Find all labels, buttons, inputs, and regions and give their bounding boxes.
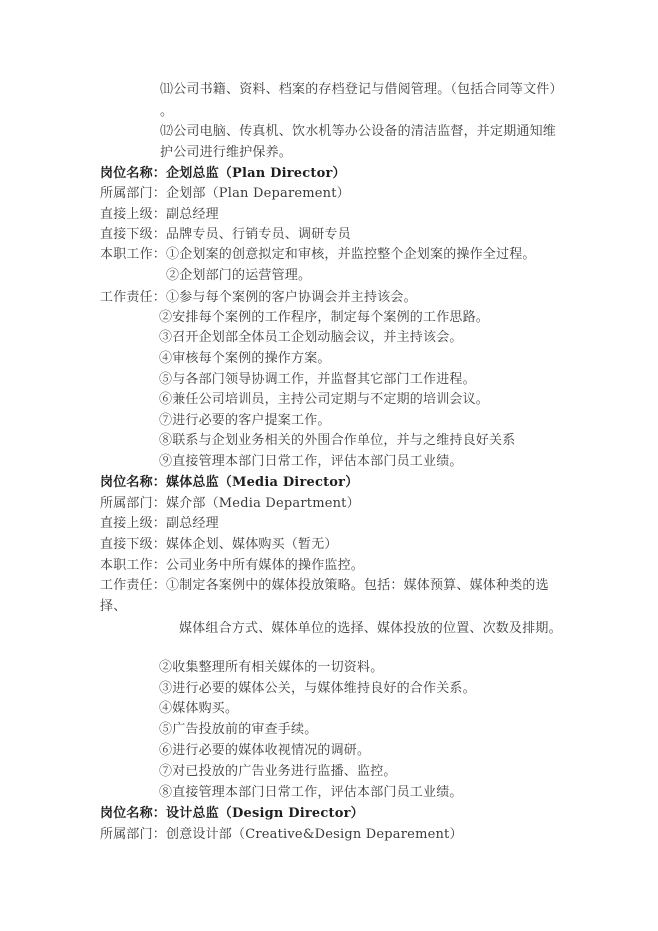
responsibility-media-3: ③进行必要的媒体公关，与媒体维持良好的合作关系。 (159, 681, 476, 696)
responsibility-plan-5: ⑤与各部门领导协调工作，并监督其它部门工作进程。 (159, 372, 476, 387)
responsibility-plan-9: ⑨直接管理本部门日常工作，评估本部门员工业绩。 (159, 454, 463, 469)
responsibility-media-8: ⑧直接管理本部门日常工作，评估本部门员工业绩。 (159, 785, 463, 800)
responsibility-media-1-wrap: 择、 (100, 599, 127, 614)
responsibility-media-5: ⑤广告投放前的审查手续。 (159, 722, 318, 737)
responsibility-plan-3: ③召开企划部全体员工企划动脑会议，并主持该会。 (159, 330, 463, 345)
responsibility-media-4: ④媒体购买。 (159, 701, 239, 716)
core-work-plan-1: 本职工作：①企划案的创意拟定和审核，并监控整个企划案的操作全过程。 (100, 247, 536, 262)
responsibility-plan-8: ⑧联系与企划业务相关的外围合作单位，并与之维持良好关系 (159, 433, 516, 448)
section-title-design-director: 岗位名称：设计总监（Design Director） (100, 806, 364, 821)
responsibility-media-6: ⑥进行必要的媒体收视情况的调研。 (159, 743, 371, 758)
responsibility-media-1-cont: 媒体组合方式、媒体单位的选择、媒体投放的位置、次数及排期。 (179, 621, 562, 636)
section-title-media-director: 岗位名称：媒体总监（Media Director） (100, 475, 359, 490)
department-plan: 所属部门：企划部（Plan Deparement） (100, 186, 350, 201)
intro-item-11: ⑾公司书籍、资料、档案的存档登记与借阅管理。（包括合同等文件） (160, 82, 563, 97)
responsibility-plan-7: ⑦进行必要的客户提案工作。 (159, 413, 331, 428)
intro-item-11-cont: 。 (160, 104, 174, 119)
responsibility-media-2: ②收集整理所有相关媒体的一切资料。 (159, 660, 384, 675)
responsibility-media-7: ⑦对已投放的广告业务进行监播、监控。 (159, 764, 397, 779)
responsibility-media-1: 工作责任：①制定各案例中的媒体投放策略。包括：媒体预算、媒体种类的选 (100, 578, 549, 593)
intro-item-12-cont: 护公司进行维护保养。 (160, 145, 293, 160)
department-media: 所属部门：媒介部（Media Department） (100, 496, 360, 511)
section-title-plan-director: 岗位名称：企划总监（Plan Director） (100, 166, 346, 181)
intro-item-12: ⑿公司电脑、传真机、饮水机等办公设备的清洁监督，并定期通知维 (160, 124, 557, 139)
core-work-media: 本职工作：公司业务中所有媒体的操作监控。 (100, 558, 365, 573)
core-work-plan-2: ②企划部门的运营管理。 (166, 268, 312, 283)
subordinates-media: 直接下级：媒体企划、媒体购买（暂无） (100, 537, 338, 552)
responsibility-plan-2: ②安排每个案例的工作程序，制定每个案例的工作思路。 (159, 310, 490, 325)
subordinates-plan: 直接下级：品牌专员、行销专员、调研专员 (100, 227, 351, 242)
department-design: 所属部门：创意设计部（Creative&Design Deparement） (100, 827, 463, 842)
superior-plan: 直接上级：副总经理 (100, 207, 219, 222)
responsibility-plan-4: ④审核每个案例的操作方案。 (159, 351, 331, 366)
responsibility-plan-1: 工作责任：①参与每个案例的客户协调会并主持该会。 (100, 290, 417, 305)
responsibility-plan-6: ⑥兼任公司培训员，主持公司定期与不定期的培训会议。 (159, 392, 490, 407)
superior-media: 直接上级：副总经理 (100, 516, 219, 531)
